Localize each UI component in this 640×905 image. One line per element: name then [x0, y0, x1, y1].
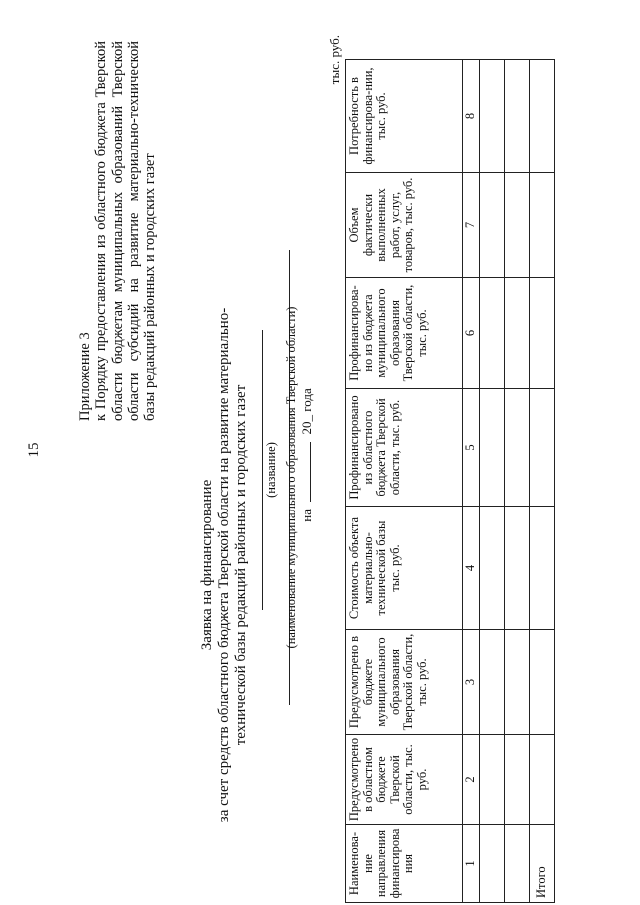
column-number: 6 [463, 278, 480, 389]
header-cell: Стоимость объекта материально-технической базы тыс. руб. [346, 507, 463, 630]
header-cell: Наименова-ние направления финансирова ния [346, 825, 463, 903]
table-cell [505, 173, 530, 278]
header-cell: Объем фактически выполненных работ, услуг, товаров, тыс. руб. [346, 173, 463, 278]
table-cell [480, 389, 505, 507]
table-header-row [346, 60, 463, 903]
period-suffix: 20_ года [299, 388, 314, 435]
table-row-empty [480, 60, 505, 903]
appendix-header [77, 41, 158, 421]
table-cell [505, 507, 530, 630]
header-cell: Предусмотрено в областном бюджете Тверской области, тыс. руб. [346, 735, 463, 825]
header-cell: Профинансировано из областного бюджета Тверской области, тыс. руб. [346, 389, 463, 507]
request-title-line2: за счет средств областного бюджета Тверской области на развитие материально-технической базы редакций районных и городских газет [216, 307, 249, 823]
appendix-title: Приложение 3 [77, 332, 93, 421]
municipality-caption: (наименование муниципального образования Тверской области) [284, 306, 298, 649]
total-row [530, 60, 555, 903]
table-cell [505, 389, 530, 507]
period-line [299, 305, 315, 605]
table-cell [530, 278, 555, 389]
column-number: 2 [463, 735, 480, 825]
table-cell [480, 278, 505, 389]
column-number: 7 [463, 173, 480, 278]
financing-table [345, 59, 555, 903]
total-label: Итого [530, 825, 555, 903]
table-cell [530, 735, 555, 825]
table-cell [530, 630, 555, 735]
table-cell [480, 630, 505, 735]
table-cell [505, 630, 530, 735]
table-cell [505, 825, 530, 903]
table-cell [530, 507, 555, 630]
column-number: 4 [463, 507, 480, 630]
table-cell [530, 173, 555, 278]
table-cell [480, 825, 505, 903]
table-cell [505, 735, 530, 825]
table-cell [480, 507, 505, 630]
header-cell: Предусмотрено в бюджете муниципального образования Тверской области, тыс. руб. [346, 630, 463, 735]
period-blank [299, 442, 311, 502]
column-number: 8 [463, 60, 480, 173]
page-number: 15 [26, 442, 42, 458]
table-row-empty [505, 60, 530, 903]
table-cell [505, 60, 530, 173]
column-number: 5 [463, 389, 480, 507]
name-fill-line [262, 330, 263, 610]
header-cell: Профинансирова-но из бюджета муниципального образования Тверской области, тыс. руб. [346, 278, 463, 389]
request-title [199, 285, 250, 845]
name-caption: (название) [264, 442, 278, 498]
column-number: 3 [463, 630, 480, 735]
header-cell: Потребность в финансирова-нии, тыс. руб. [346, 60, 463, 173]
table-cell [480, 735, 505, 825]
table-cell [480, 173, 505, 278]
units-note: тыс. руб. [327, 35, 342, 85]
table-cell [480, 60, 505, 173]
appendix-text: к Порядку предоставления из областного бюджета Тверской области бюджетам муниципальных образований Тверской области субсидий на развитие материально-технической базы редакций районных и городских газет [93, 41, 159, 421]
request-title-line1: Заявка на финансирование [199, 479, 215, 651]
table-cell [530, 60, 555, 173]
column-number: 1 [463, 825, 480, 903]
table-cell [505, 278, 530, 389]
period-prefix: на [299, 509, 314, 522]
table-cell [530, 389, 555, 507]
column-number-row [463, 60, 480, 903]
